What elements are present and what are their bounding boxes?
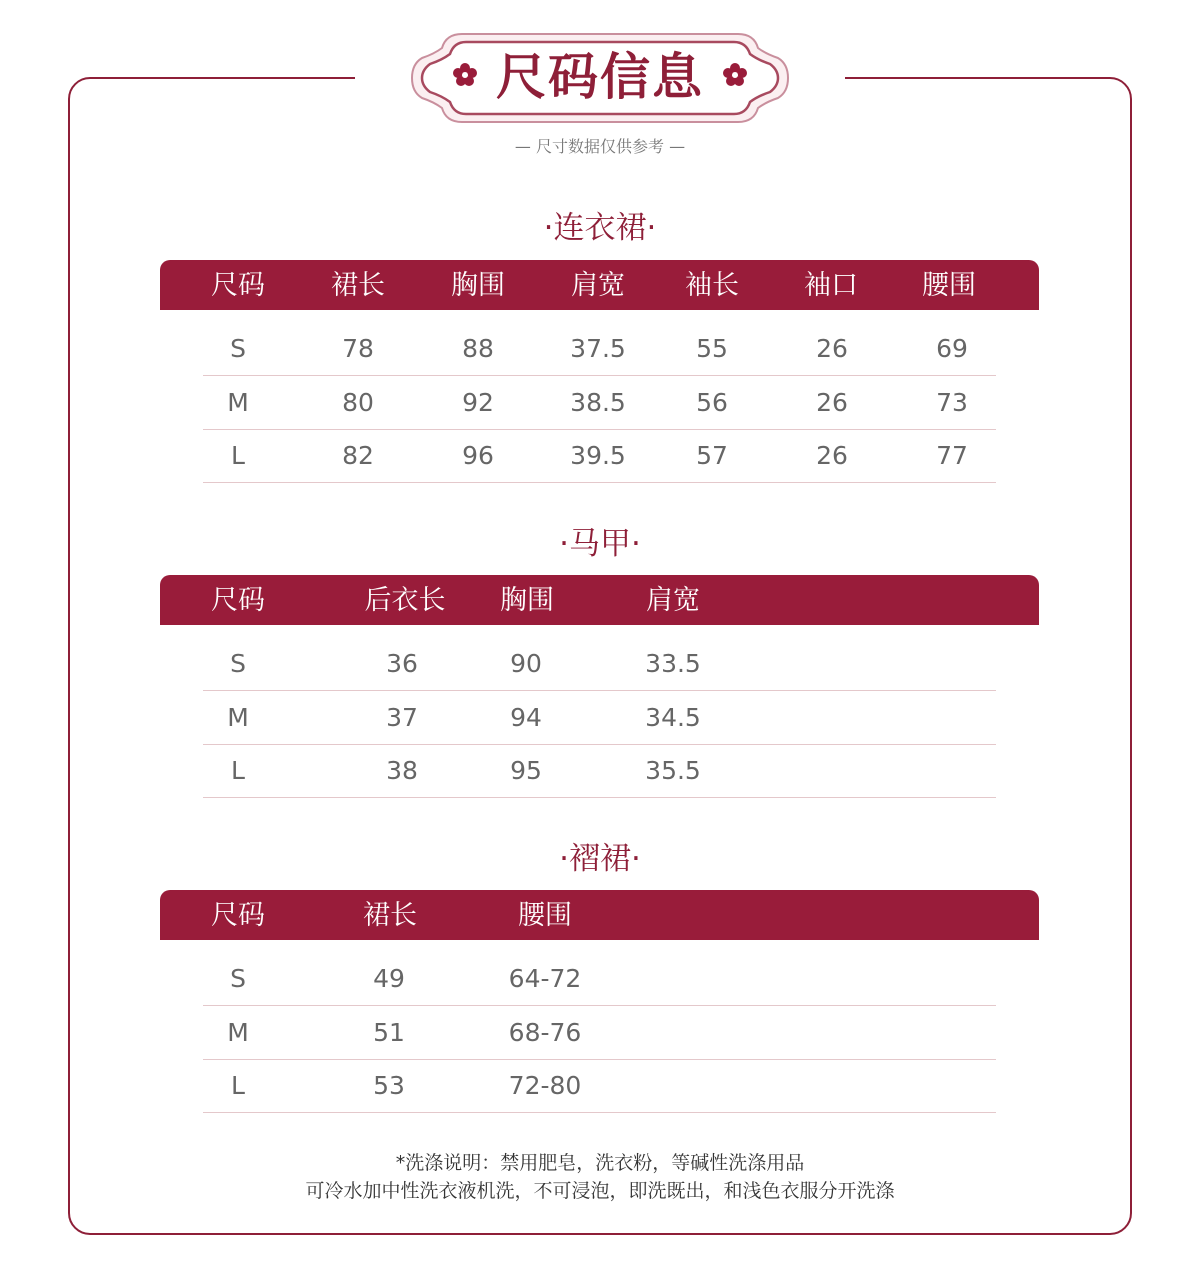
table-cell: 77 [936,441,968,470]
table-row [203,691,996,745]
table-cell: 92 [462,388,494,417]
table-cell: 35.5 [645,756,701,785]
table-cell: 82 [342,441,374,470]
table-cell: 73 [936,388,968,417]
table-cell: 55 [696,334,728,363]
table-cell: 37.5 [570,334,626,363]
table-cell: 53 [373,1071,405,1100]
table-cell: M [227,1018,249,1047]
header-cell: 袖口 [804,270,858,301]
table-cell: 56 [696,388,728,417]
header-cell: 肩宽 [571,270,625,301]
header-cell: 胸围 [500,585,554,616]
table-cell: 95 [510,756,542,785]
table-cell: 38.5 [570,388,626,417]
table-row [203,1059,996,1113]
table-row [203,322,996,376]
table-cell: S [230,964,246,993]
table-cell: 80 [342,388,374,417]
table-cell: 78 [342,334,374,363]
header-cell: 袖长 [685,270,739,301]
table-cell: 88 [462,334,494,363]
header-cell: 尺码 [211,270,265,301]
table-cell: 94 [510,703,542,732]
table-cell: M [227,703,249,732]
table-cell: 26 [816,334,848,363]
header-cell: 胸围 [451,270,505,301]
table-header-skirt [160,890,1039,940]
table-cell: 37 [386,703,418,732]
table-cell: 72-80 [508,1071,582,1100]
section-title-dress: ·连衣裙· [543,210,657,246]
header-cell: 尺码 [211,585,265,616]
header-cell: 尺码 [211,900,265,931]
page-subtitle: — 尺寸数据仅供参考 — [514,137,686,156]
table-row [203,1006,996,1060]
table-cell: 57 [696,441,728,470]
table-cell: 90 [510,649,542,678]
care-note-line1: *洗涤说明：禁用肥皂，洗衣粉，等碱性洗涤用品 [395,1152,805,1174]
table-cell: 96 [462,441,494,470]
header-cell: 裙长 [331,270,385,301]
page-title: 尺码信息 [496,47,704,106]
table-cell: 51 [373,1018,405,1047]
header-cell: 腰围 [922,270,976,301]
table-cell: 64-72 [508,964,582,993]
header-cell: 肩宽 [646,585,700,616]
header-cell: 腰围 [518,900,572,931]
table-cell: 36 [386,649,418,678]
header-cell: 裙长 [363,900,417,931]
table-cell: M [227,388,249,417]
table-cell: S [230,649,246,678]
table-cell: L [231,1071,245,1100]
table-cell: L [231,441,245,470]
table-cell: 34.5 [645,703,701,732]
table-cell: 26 [816,388,848,417]
table-cell: 39.5 [570,441,626,470]
table-cell: 68-76 [508,1018,582,1047]
table-row [203,744,996,798]
table-cell: 69 [936,334,968,363]
table-cell: 49 [373,964,405,993]
table-cell: S [230,334,246,363]
table-header-vest [160,575,1039,625]
table-header-dress [160,260,1039,310]
care-note-line2: 可冷水加中性洗衣液机洗，不可浸泡，即洗既出，和浅色衣服分开洗涤 [305,1180,895,1202]
table-cell: L [231,756,245,785]
section-title-vest: ·马甲· [559,526,641,562]
table-row [203,952,996,1006]
table-cell: 33.5 [645,649,701,678]
table-row [203,637,996,691]
section-title-skirt: ·褶裙· [559,841,641,877]
table-row [203,376,996,430]
header-cell: 后衣长 [364,585,446,616]
table-cell: 26 [816,441,848,470]
table-row [203,429,996,483]
table-cell: 38 [386,756,418,785]
